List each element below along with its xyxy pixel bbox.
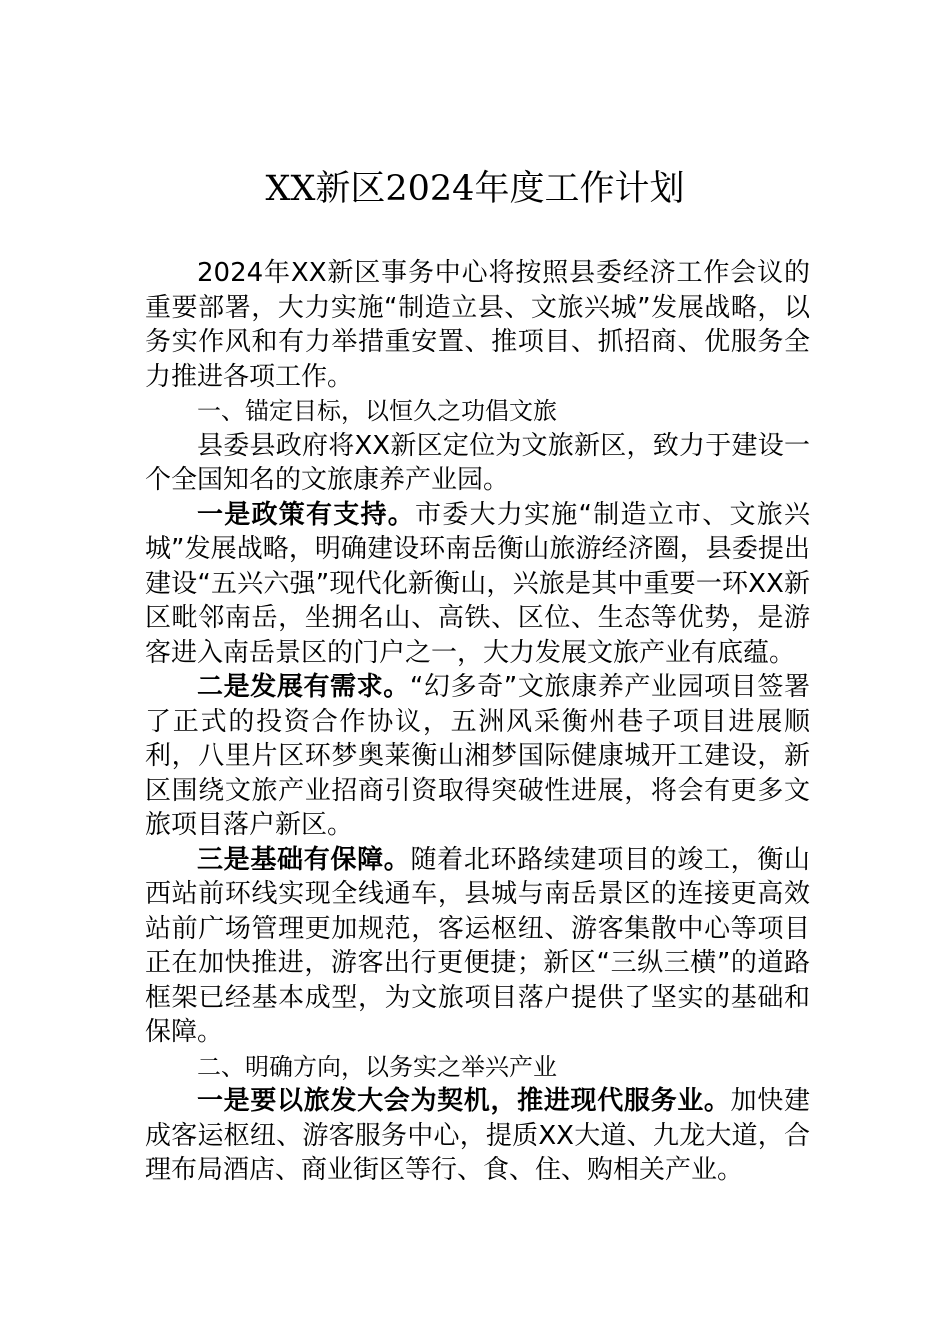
paragraph-text: 县委县政府将XX新区定位为文旅新区，致力于建设一个全国知名的文旅康养产业园。 xyxy=(145,430,810,495)
section-heading-2 xyxy=(145,1050,810,1085)
page-title: XX新区2024年度工作计划 xyxy=(265,169,685,209)
section-heading-text: 一、锚定目标，以恒久之功倡文旅 xyxy=(197,397,557,425)
body-paragraph xyxy=(145,498,810,671)
paragraph-text: 2024年XX新区事务中心将按照县委经济工作会议的重要部署，大力实施“制造立县、文旅兴城”发展战略，以务实作风和有力举措重安置、推项目、抓招商、优服务全力推进各项工作。 xyxy=(145,258,810,392)
paragraph-lead: 三是基础有保障。 xyxy=(197,844,411,875)
paragraph-lead: 一是要以旅发大会为契机，推进现代服务业。 xyxy=(197,1086,731,1116)
paragraph-text: 随着北环路续建项目的竣工，衡山西站前环线实现全线通车，县城与南岳景区的连接更高效站前广场管理更加规范，客运枢纽、游客集散中心等项目正在加快推进，游客出行更便捷；新区“三纵三横”的道路框架已经基本成型，为文旅项目落户提供了坚实的基础和保障。 xyxy=(145,844,810,1047)
paragraph-text: 加快建成客运枢纽、游客服务中心，提质XX大道、九龙大道，合理布局酒店、商业街区等行、食、住、购相关产业。 xyxy=(145,1086,810,1185)
body-paragraph xyxy=(145,670,810,843)
body-paragraph xyxy=(145,843,810,1050)
intro-paragraph xyxy=(145,256,810,394)
document-body xyxy=(145,256,810,1188)
paragraph-text: “幻多奇”文旅康养产业园项目签署了正式的投资合作协议，五洲风采衡州巷子项目进展顺利，八里片区环梦奥莱衡山湘梦国际健康城开工建设，新区围绕文旅产业招商引资取得突破性进展，将会有更多文旅项目落户新区。 xyxy=(145,672,810,840)
body-paragraph xyxy=(145,1084,810,1188)
body-paragraph xyxy=(145,429,810,498)
paragraph-text: 市委大力实施“制造立市、文旅兴城”发展战略，明确建设环南岳衡山旅游经济圈，县委提出建设“五兴六强”现代化新衡山，兴旅是其中重要一环XX新区毗邻南岳，坐拥名山、高铁、区位、生态等优势，是游客进入南岳景区的门户之一，大力发展文旅产业有底蕴。 xyxy=(145,499,810,668)
section-heading-1 xyxy=(145,394,810,429)
paragraph-lead: 一是政策有支持。 xyxy=(197,499,416,530)
section-heading-text: 二、明确方向，以务实之举兴产业 xyxy=(197,1052,557,1081)
paragraph-lead: 二是发展有需求。 xyxy=(197,672,410,702)
